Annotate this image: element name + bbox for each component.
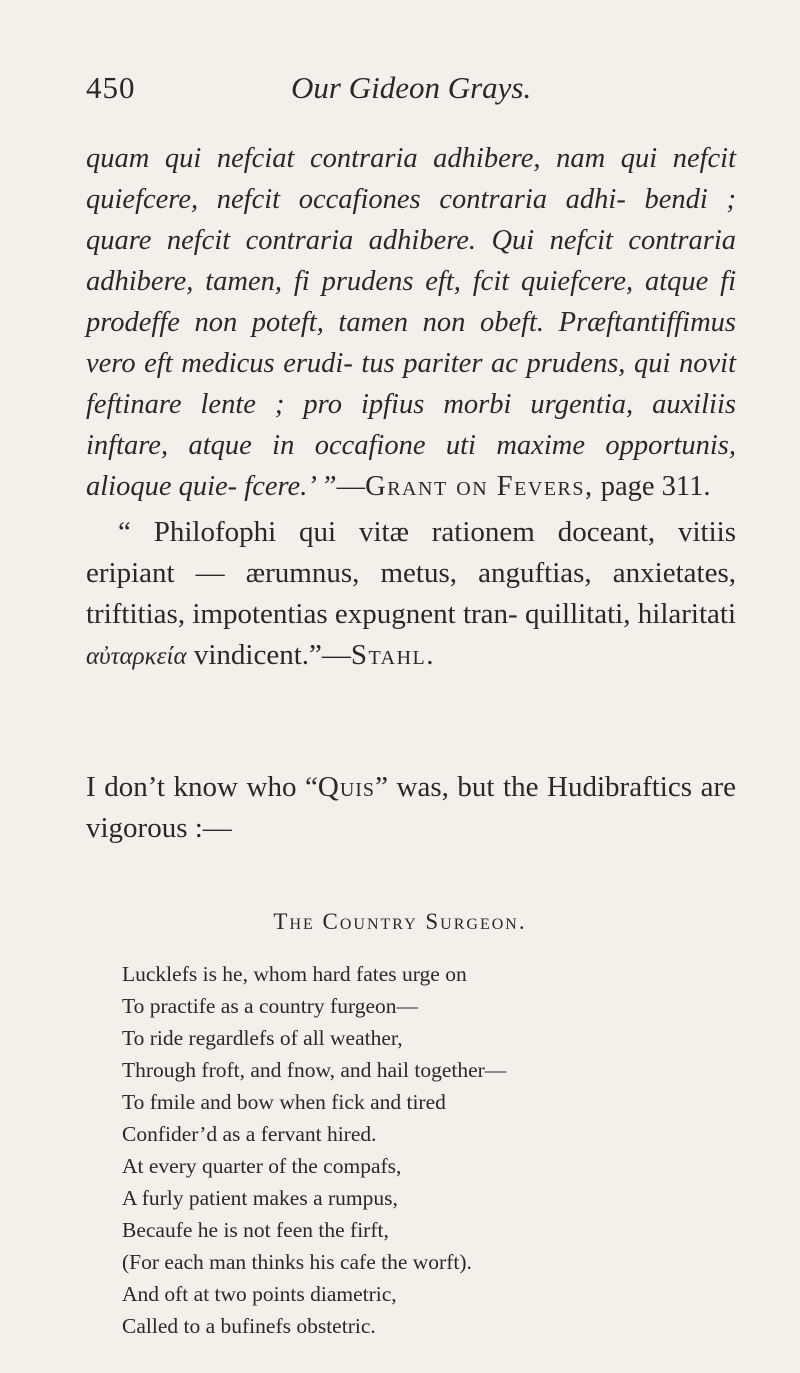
remark-paragraph — [86, 767, 736, 849]
citation-source: Grant on Fevers, — [365, 471, 594, 502]
poem-line: A furly patient makes a rumpus, — [122, 1186, 398, 1210]
poem — [122, 958, 506, 1342]
poem-line: At every quarter of the compafs, — [122, 1154, 402, 1178]
poem-line: And oft at two points diametric, — [122, 1282, 397, 1306]
running-title: Our Gideon Grays. — [291, 70, 532, 105]
latin-quotation-text: quam qui nefciat contraria adhibere, nam qui nefcit quiefcere, nefcit occafiones contraria adhi- bendi ; quare nefcit contraria adhibere. Qui nefcit contraria adhibere, tamen, fi prudens eft, fcit quiefcere, atque fi prodeffe non poteft, tamen non obeft. Præftantiffimus vero eft medicus erudi- tus pariter ac prudens, qui novit feftinare lente ; pro ipfius morbi urgentia, auxiliis inftare, atque in occafione uti maxime opportunis, alioque quie- fcere.’ ” — [86, 143, 736, 502]
stahl-quotation-end: vindicent.”— — [186, 639, 351, 671]
poem-line: To ride regardlefs of all weather, — [122, 1026, 403, 1050]
greek-word: αὐταρκεία — [86, 643, 187, 670]
poem-line: Confider’d as a fervant hired. — [122, 1122, 377, 1146]
poem-title: The Country Surgeon. — [273, 909, 527, 934]
latin-quotation — [86, 138, 736, 507]
stahl-quotation-text: “ Philofophi qui vitæ rationem doceant, vitiis eripiant — ærumnus, metus, anguftias, anxietates, triftitias, impotentias expugnent tran- quillitati, hilaritati — [86, 516, 736, 630]
poem-line: Called to a bufinefs obstetric. — [122, 1314, 376, 1338]
poem-line: Lucklefs is he, whom hard fates urge on — [122, 962, 467, 986]
poem-line: To practife as a country furgeon— — [122, 994, 419, 1018]
poem-line: To fmile and bow when fick and tired — [122, 1090, 446, 1114]
remark-after: ” was, but the Hudibraftics are vigorous :— — [86, 771, 736, 844]
stahl-quotation — [86, 512, 736, 677]
stahl-author: Stahl. — [350, 639, 435, 671]
page-number: 450 — [86, 70, 136, 105]
poem-line: Through froft, and fnow, and hail together— — [122, 1058, 507, 1082]
remark-before: I don’t know who “ — [86, 771, 318, 803]
citation-dash: — — [336, 471, 366, 502]
citation-page: page 311. — [593, 471, 711, 502]
quis-word: Quis — [317, 771, 376, 803]
poem-line: (For each man thinks his cafe the worft). — [122, 1250, 472, 1274]
poem-line: Becaufe he is not feen the firft, — [122, 1218, 389, 1242]
